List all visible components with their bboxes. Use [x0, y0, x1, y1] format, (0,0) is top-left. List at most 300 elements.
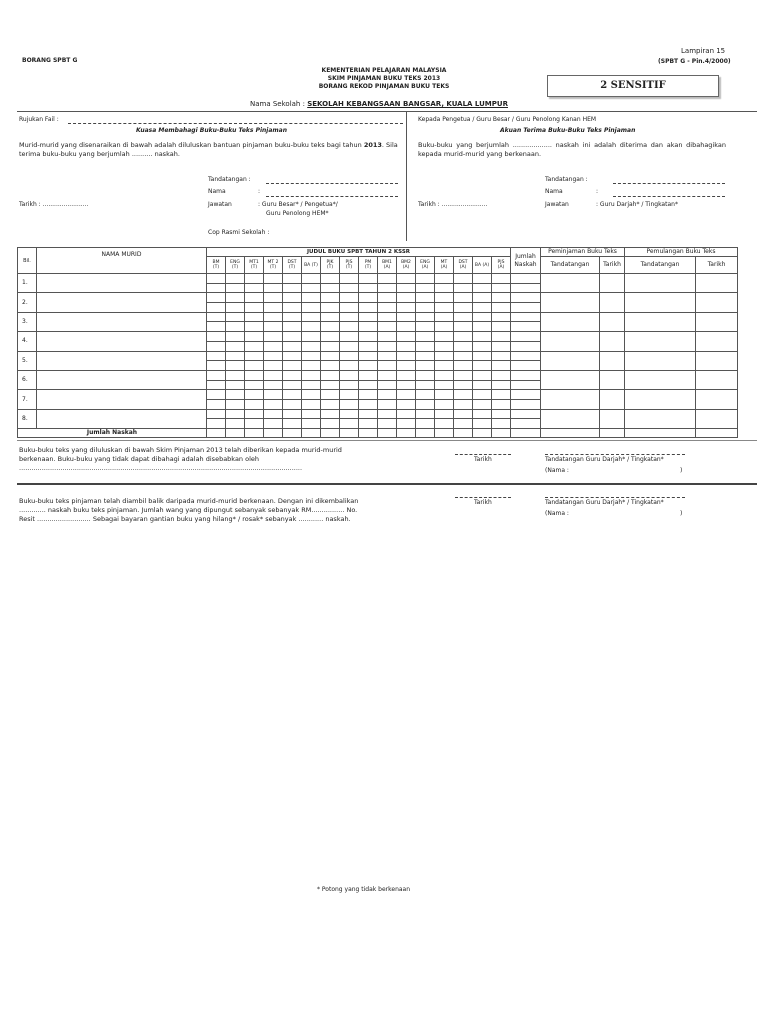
entry-cell[interactable] — [302, 332, 321, 351]
total-cell[interactable] — [454, 429, 473, 438]
entry-cell[interactable] — [473, 351, 492, 370]
entry-cell[interactable] — [511, 409, 541, 428]
entry-cell[interactable] — [625, 274, 696, 293]
total-cell[interactable] — [435, 429, 454, 438]
left-body — [19, 141, 404, 159]
entry-cell[interactable] — [696, 274, 738, 293]
jumlah-naskah-row — [18, 429, 738, 438]
entry-cell[interactable] — [340, 332, 359, 351]
entry-cell[interactable] — [416, 390, 435, 409]
entry-cell[interactable] — [416, 332, 435, 351]
entry-cell[interactable] — [492, 332, 511, 351]
entry-cell[interactable] — [511, 293, 541, 312]
subject-header — [416, 257, 435, 274]
entry-cell[interactable] — [207, 293, 226, 312]
entry-cell[interactable] — [625, 293, 696, 312]
entry-cell[interactable] — [397, 409, 416, 428]
table-row — [18, 293, 738, 312]
entry-cell[interactable] — [492, 293, 511, 312]
entry-cell[interactable] — [492, 409, 511, 428]
rujukan-fail-line — [68, 123, 403, 124]
entry-cell[interactable] — [541, 312, 600, 331]
entry-cell[interactable] — [207, 332, 226, 351]
total-cell[interactable] — [321, 429, 340, 438]
subject-header — [340, 257, 359, 274]
subject-type: (T) — [231, 265, 239, 270]
total-cell[interactable] — [340, 429, 359, 438]
entry-cell[interactable] — [625, 332, 696, 351]
total-cell[interactable] — [625, 429, 696, 438]
entry-cell[interactable] — [600, 332, 625, 351]
entry-cell[interactable] — [378, 332, 397, 351]
entry-cell[interactable] — [473, 312, 492, 331]
entry-cell[interactable] — [264, 312, 283, 331]
nama-murid-header: NAMA MURID — [37, 248, 207, 274]
total-cell[interactable] — [696, 429, 738, 438]
left-tandatangan-line — [266, 183, 398, 184]
subject-type: (A) — [402, 265, 410, 270]
total-cell[interactable] — [600, 429, 625, 438]
student-name-cell[interactable] — [37, 390, 207, 409]
total-cell[interactable] — [302, 429, 321, 438]
subject-code: PJK — [326, 260, 334, 265]
entry-cell[interactable] — [321, 332, 340, 351]
entry-cell[interactable] — [245, 274, 264, 293]
entry-cell[interactable] — [245, 409, 264, 428]
entry-cell[interactable] — [625, 370, 696, 389]
total-cell[interactable] — [207, 429, 226, 438]
entry-cell[interactable] — [207, 274, 226, 293]
entry-cell[interactable] — [226, 390, 245, 409]
entry-cell[interactable] — [207, 409, 226, 428]
student-name-cell[interactable] — [37, 351, 207, 370]
total-cell[interactable] — [416, 429, 435, 438]
entry-cell[interactable] — [696, 332, 738, 351]
subject-type: (T) — [269, 265, 277, 270]
entry-cell[interactable] — [397, 312, 416, 331]
table-row — [18, 274, 738, 293]
entry-cell[interactable] — [283, 409, 302, 428]
footer1-tarikh-label: Tarikh — [474, 456, 492, 463]
subject-type: (A) — [383, 265, 391, 270]
entry-cell[interactable] — [600, 390, 625, 409]
entry-cell[interactable] — [473, 293, 492, 312]
entry-cell[interactable] — [207, 390, 226, 409]
entry-cell[interactable] — [435, 312, 454, 331]
entry-cell[interactable] — [454, 332, 473, 351]
subject-header — [359, 257, 378, 274]
entry-cell[interactable] — [416, 274, 435, 293]
subject-code: MT — [440, 260, 448, 265]
entry-cell[interactable] — [245, 293, 264, 312]
lampiran-label: Lampiran 15 — [681, 47, 726, 55]
right-tarikh: Tarikh : ........................ — [418, 201, 488, 208]
total-cell[interactable] — [359, 429, 378, 438]
entry-cell[interactable] — [541, 370, 600, 389]
peminjaman-header: Peminjaman Buku Teks — [541, 248, 625, 257]
student-name-cell[interactable] — [37, 409, 207, 428]
entry-cell[interactable] — [696, 409, 738, 428]
entry-cell[interactable] — [378, 293, 397, 312]
entry-cell[interactable] — [226, 293, 245, 312]
entry-cell[interactable] — [226, 332, 245, 351]
entry-cell[interactable] — [454, 274, 473, 293]
entry-cell[interactable] — [416, 351, 435, 370]
entry-cell[interactable] — [378, 274, 397, 293]
section-divider — [406, 111, 407, 241]
entry-cell[interactable] — [340, 370, 359, 389]
entry-cell[interactable] — [245, 332, 264, 351]
entry-cell[interactable] — [283, 332, 302, 351]
entry-cell[interactable] — [541, 390, 600, 409]
student-name-cell[interactable] — [37, 274, 207, 293]
entry-cell[interactable] — [359, 312, 378, 331]
subject-code: MT1 — [249, 260, 259, 265]
footer1-text — [19, 446, 439, 473]
subject-code: BA (A) — [474, 262, 490, 268]
entry-cell[interactable] — [378, 370, 397, 389]
footer2-nama-close: ) — [680, 510, 683, 517]
entry-cell[interactable] — [625, 312, 696, 331]
entry-cell[interactable] — [625, 390, 696, 409]
entry-cell[interactable] — [600, 274, 625, 293]
peminjaman-tarikh-header: Tarikh — [600, 257, 625, 274]
subject-code: PJS — [345, 260, 353, 265]
pemulangan-tandatangan-header: Tandatangan — [625, 257, 696, 274]
total-cell[interactable] — [511, 429, 541, 438]
entry-cell[interactable] — [283, 370, 302, 389]
pemulangan-header: Pemulangan Buku Teks — [625, 248, 738, 257]
peminjaman-tandatangan-header: Tandatangan — [541, 257, 600, 274]
form-reference: (SPBT G - Pin.4/2000) — [658, 58, 731, 65]
total-cell[interactable] — [397, 429, 416, 438]
subject-header — [492, 257, 511, 274]
entry-cell[interactable] — [696, 351, 738, 370]
entry-cell[interactable] — [359, 409, 378, 428]
entry-cell[interactable] — [435, 274, 454, 293]
entry-cell[interactable] — [492, 274, 511, 293]
entry-cell[interactable] — [283, 351, 302, 370]
footer2-text — [19, 497, 439, 524]
title-line-ministry: KEMENTERIAN PELAJARAN MALAYSIA — [321, 67, 447, 74]
entry-cell[interactable] — [511, 312, 541, 331]
entry-cell[interactable] — [416, 370, 435, 389]
entry-cell[interactable] — [264, 409, 283, 428]
entry-cell[interactable] — [696, 312, 738, 331]
left-heading: Kuasa Membahagi Buku-Buku Teks Pinjaman — [136, 127, 287, 134]
entry-cell[interactable] — [302, 293, 321, 312]
total-cell[interactable] — [473, 429, 492, 438]
entry-cell[interactable] — [625, 351, 696, 370]
student-name-cell[interactable] — [37, 370, 207, 389]
entry-cell[interactable] — [600, 293, 625, 312]
entry-cell[interactable] — [473, 409, 492, 428]
entry-cell[interactable] — [541, 351, 600, 370]
subject-header — [302, 257, 321, 274]
entry-cell[interactable] — [340, 293, 359, 312]
school-name-value: SEKOLAH KEBANGSAAN BANGSAR, KUALA LUMPUR — [307, 100, 508, 108]
footer1-tarikh-line — [455, 454, 511, 455]
entry-cell[interactable] — [207, 351, 226, 370]
entry-cell[interactable] — [321, 370, 340, 389]
left-body-year: 2013 — [363, 141, 382, 149]
entry-cell[interactable] — [454, 293, 473, 312]
subject-code: PM — [364, 260, 372, 265]
subject-header — [435, 257, 454, 274]
entry-cell[interactable] — [283, 293, 302, 312]
entry-cell[interactable] — [302, 409, 321, 428]
right-tandatangan-line — [613, 183, 725, 184]
entry-cell[interactable] — [378, 312, 397, 331]
entry-cell[interactable] — [416, 409, 435, 428]
entry-cell[interactable] — [321, 274, 340, 293]
subject-type: (A) — [421, 265, 429, 270]
entry-cell[interactable] — [492, 351, 511, 370]
entry-cell[interactable] — [600, 312, 625, 331]
entry-cell[interactable] — [302, 312, 321, 331]
bil-header: Bil. — [18, 248, 37, 274]
entry-cell[interactable] — [359, 351, 378, 370]
entry-cell[interactable] — [264, 332, 283, 351]
entry-cell[interactable] — [397, 332, 416, 351]
entry-cell[interactable] — [359, 293, 378, 312]
jumlah-naskah-footer: Jumlah Naskah — [18, 429, 207, 438]
entry-cell[interactable] — [321, 312, 340, 331]
row-number: 6. — [18, 370, 37, 389]
entry-cell[interactable] — [359, 370, 378, 389]
table-row — [18, 312, 738, 331]
subject-header — [473, 257, 492, 274]
entry-cell[interactable] — [435, 332, 454, 351]
entry-cell[interactable] — [492, 370, 511, 389]
entry-cell[interactable] — [511, 370, 541, 389]
entry-cell[interactable] — [454, 370, 473, 389]
entry-cell[interactable] — [435, 409, 454, 428]
total-cell[interactable] — [541, 429, 600, 438]
total-cell[interactable] — [226, 429, 245, 438]
entry-cell[interactable] — [378, 351, 397, 370]
right-jawatan-label: Jawatan — [545, 201, 569, 208]
entry-cell[interactable] — [435, 390, 454, 409]
entry-cell[interactable] — [625, 409, 696, 428]
entry-cell[interactable] — [454, 390, 473, 409]
entry-cell[interactable] — [435, 351, 454, 370]
entry-cell[interactable] — [302, 390, 321, 409]
entry-cell[interactable] — [283, 274, 302, 293]
footer2-sign-line — [545, 497, 685, 498]
judul-buku-header: JUDUL BUKU SPBT TAHUN 2 KSSR — [207, 248, 511, 257]
footer1-nama-label: (Nama : — [545, 467, 569, 474]
entry-cell[interactable] — [541, 332, 600, 351]
entry-cell[interactable] — [492, 390, 511, 409]
entry-cell[interactable] — [226, 312, 245, 331]
entry-cell[interactable] — [207, 370, 226, 389]
entry-cell[interactable] — [511, 274, 541, 293]
student-name-cell[interactable] — [37, 332, 207, 351]
entry-cell[interactable] — [226, 351, 245, 370]
form-title — [254, 67, 514, 91]
entry-cell[interactable] — [207, 312, 226, 331]
pemulangan-tarikh-header: Tarikh — [696, 257, 738, 274]
footer1-sign-label: Tandatangan Guru Darjah* / Tingkatan* — [545, 456, 664, 463]
entry-cell[interactable] — [321, 409, 340, 428]
entry-cell[interactable] — [302, 370, 321, 389]
right-nama-label: Nama — [545, 188, 563, 195]
footer2-sign-label: Tandatangan Guru Darjah* / Tingkatan* — [545, 499, 664, 506]
right-nama-line — [613, 196, 725, 197]
entry-cell[interactable] — [511, 351, 541, 370]
footer2-text-1: Buku-buku teks pinjaman telah diambil balik daripada murid-murid berkenaan. Dengan ini dikembalikan — [19, 497, 359, 505]
entry-cell[interactable] — [321, 293, 340, 312]
entry-cell[interactable] — [245, 370, 264, 389]
left-jawatan-value-2: Guru Penolong HEM* — [266, 210, 329, 217]
entry-cell[interactable] — [245, 351, 264, 370]
school-name-label: Nama Sekolah : — [250, 100, 305, 108]
entry-cell[interactable] — [397, 351, 416, 370]
entry-cell[interactable] — [245, 312, 264, 331]
entry-cell[interactable] — [416, 312, 435, 331]
footer1-nama-close: ) — [680, 467, 683, 474]
entry-cell[interactable] — [473, 390, 492, 409]
left-jawatan-value-1: : Guru Besar* / Pengetua*/ — [258, 201, 338, 208]
total-cell[interactable] — [283, 429, 302, 438]
entry-cell[interactable] — [473, 332, 492, 351]
subject-code: DST — [458, 260, 468, 265]
entry-cell[interactable] — [359, 332, 378, 351]
subject-header — [245, 257, 264, 274]
footer1-top-line — [17, 440, 757, 441]
entry-cell[interactable] — [541, 409, 600, 428]
entry-cell[interactable] — [226, 409, 245, 428]
entry-cell[interactable] — [511, 390, 541, 409]
subject-header — [378, 257, 397, 274]
form-code: BORANG SPBT G — [22, 57, 78, 64]
subject-type: (A) — [497, 265, 505, 270]
left-body-a: Murid-murid yang disenaraikan di bawah adalah diluluskan bantuan pinjaman buku-buku teks bagi tahun — [19, 141, 362, 149]
entry-cell[interactable] — [397, 293, 416, 312]
entry-cell[interactable] — [264, 351, 283, 370]
section-top-line — [17, 111, 757, 112]
entry-cell[interactable] — [397, 370, 416, 389]
entry-cell[interactable] — [378, 390, 397, 409]
entry-cell[interactable] — [321, 351, 340, 370]
loan-record-table — [17, 247, 738, 438]
entry-cell[interactable] — [397, 390, 416, 409]
entry-cell[interactable] — [340, 409, 359, 428]
entry-cell[interactable] — [378, 409, 397, 428]
footer2-text-3: Resit .......................... Sebagai bayaran gantian buku yang hilang* / rosak* sebanyak ............ naskah. — [19, 515, 351, 523]
entry-cell[interactable] — [473, 274, 492, 293]
subject-code: BA (T) — [304, 262, 318, 268]
entry-cell[interactable] — [359, 390, 378, 409]
entry-cell[interactable] — [511, 332, 541, 351]
entry-cell[interactable] — [435, 293, 454, 312]
subject-code: ENG — [420, 260, 430, 265]
entry-cell[interactable] — [473, 370, 492, 389]
entry-cell[interactable] — [600, 409, 625, 428]
entry-cell[interactable] — [696, 293, 738, 312]
entry-cell[interactable] — [283, 390, 302, 409]
subject-header — [207, 257, 226, 274]
total-cell[interactable] — [264, 429, 283, 438]
entry-cell[interactable] — [302, 351, 321, 370]
subject-header — [226, 257, 245, 274]
entry-cell[interactable] — [245, 390, 264, 409]
entry-cell[interactable] — [696, 370, 738, 389]
entry-cell[interactable] — [454, 351, 473, 370]
total-cell[interactable] — [245, 429, 264, 438]
entry-cell[interactable] — [264, 370, 283, 389]
entry-cell[interactable] — [435, 370, 454, 389]
entry-cell[interactable] — [226, 370, 245, 389]
table-row — [18, 390, 738, 409]
right-body: Buku-buku yang berjumlah ................... naskah ini adalah diterima dan akan dibahagikan kepada murid-murid yang berkenaan. — [418, 141, 726, 158]
subject-code: BM2 — [401, 260, 411, 265]
entry-cell[interactable] — [359, 274, 378, 293]
entry-cell[interactable] — [541, 293, 600, 312]
total-cell[interactable] — [378, 429, 397, 438]
subject-type: (A) — [440, 265, 448, 270]
subject-code: ENG — [230, 260, 240, 265]
entry-cell[interactable] — [454, 409, 473, 428]
footer2-tarikh-label: Tarikh — [474, 499, 492, 506]
entry-cell[interactable] — [454, 312, 473, 331]
subject-header — [397, 257, 416, 274]
entry-cell[interactable] — [541, 274, 600, 293]
right-tandatangan-label: Tandatangan : — [545, 176, 588, 183]
entry-cell[interactable] — [264, 293, 283, 312]
subject-type: (A) — [459, 265, 467, 270]
entry-cell[interactable] — [283, 312, 302, 331]
row-number: 4. — [18, 332, 37, 351]
entry-cell[interactable] — [492, 312, 511, 331]
student-name-cell[interactable] — [37, 312, 207, 331]
footer1-text-3: ......................................................................................................................................... — [19, 464, 303, 472]
row-number: 2. — [18, 293, 37, 312]
left-nama-line — [266, 196, 398, 197]
table-row — [18, 332, 738, 351]
right-jawatan-value: : Guru Darjah* / Tingkatan* — [596, 201, 678, 208]
entry-cell[interactable] — [600, 370, 625, 389]
subject-code: MT 2 — [267, 260, 279, 265]
row-number: 1. — [18, 274, 37, 293]
entry-cell[interactable] — [321, 390, 340, 409]
subject-code: BM1 — [382, 260, 392, 265]
subject-header — [264, 257, 283, 274]
entry-cell[interactable] — [696, 390, 738, 409]
jumlah-naskah-header: Jumlah Naskah — [511, 248, 541, 274]
entry-cell[interactable] — [397, 274, 416, 293]
entry-cell[interactable] — [340, 274, 359, 293]
entry-cell[interactable] — [340, 312, 359, 331]
entry-cell[interactable] — [226, 274, 245, 293]
entry-cell[interactable] — [416, 293, 435, 312]
right-nama-colon: : — [596, 188, 599, 195]
left-jawatan-label: Jawatan — [208, 201, 232, 208]
rujukan-fail-label: Rujukan Fail : — [19, 116, 59, 123]
total-cell[interactable] — [492, 429, 511, 438]
entry-cell[interactable] — [264, 390, 283, 409]
entry-cell[interactable] — [600, 351, 625, 370]
student-name-cell[interactable] — [37, 293, 207, 312]
subject-type: (T) — [345, 265, 353, 270]
footer2-text-2: ............. naskah buku teks pinjaman. Jumlah wang yang dipungut sebanyak sebanyak RM................ No. — [19, 506, 358, 514]
entry-cell[interactable] — [264, 274, 283, 293]
row-number: 3. — [18, 312, 37, 331]
entry-cell[interactable] — [302, 274, 321, 293]
entry-cell[interactable] — [340, 390, 359, 409]
entry-cell[interactable] — [340, 351, 359, 370]
